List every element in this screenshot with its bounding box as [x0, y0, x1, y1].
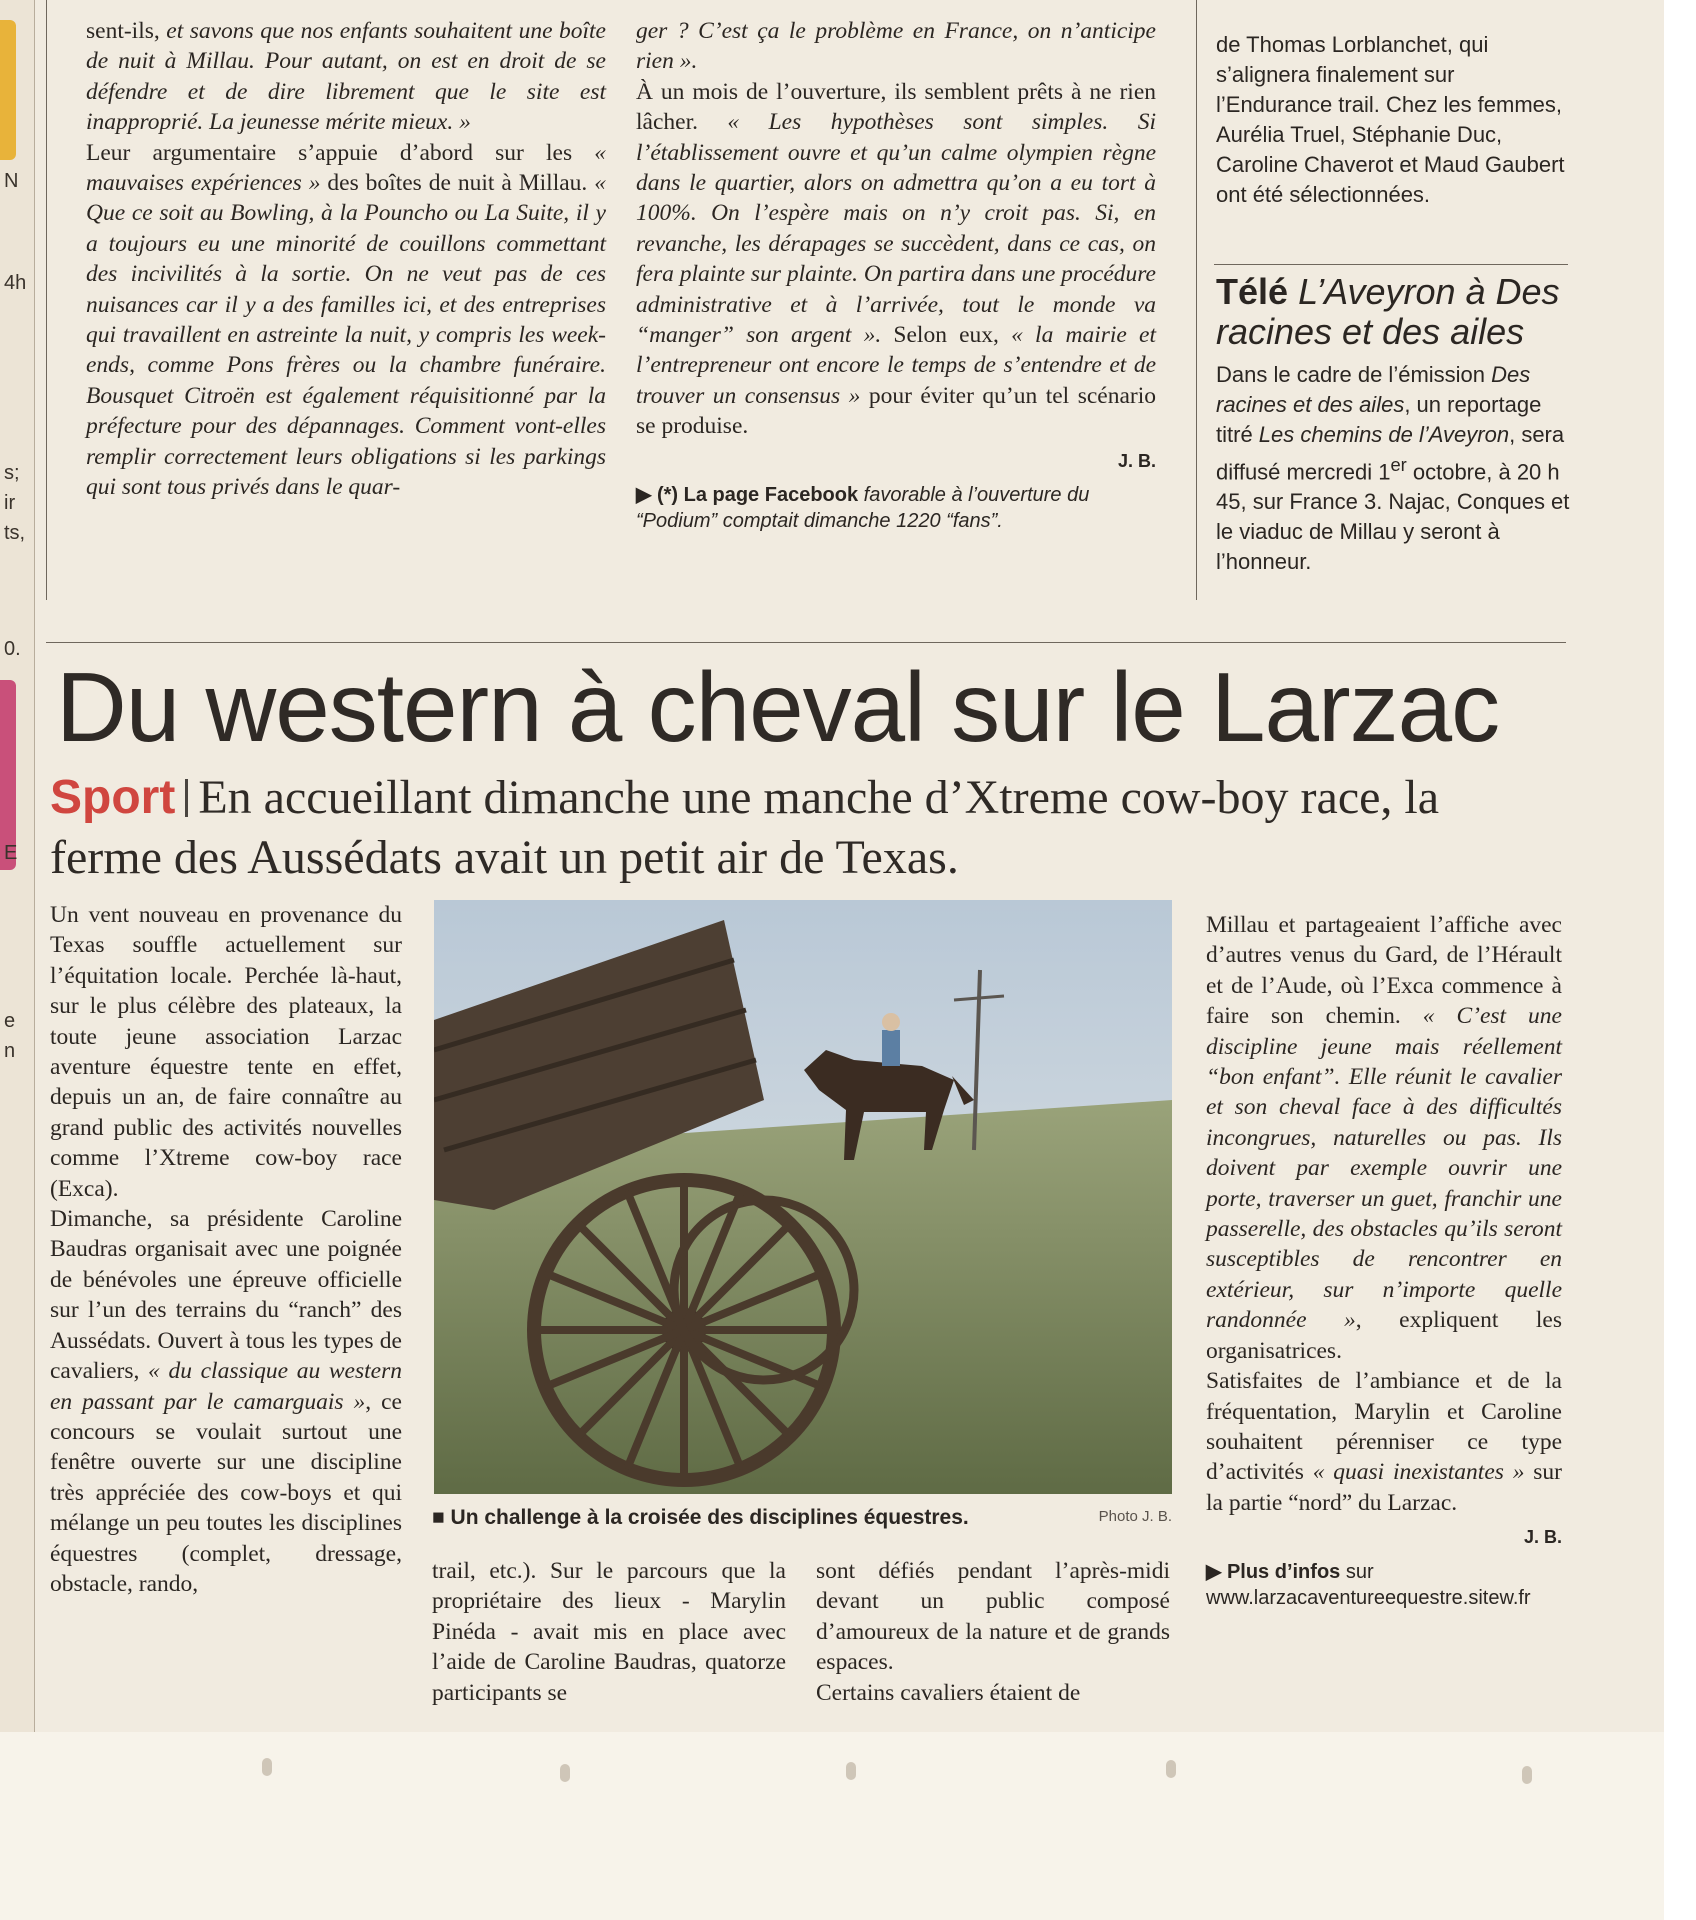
section-rule [46, 642, 1566, 643]
more-info-note [1206, 1559, 1562, 1611]
section-rule [1214, 264, 1568, 265]
perforation-mark [262, 1758, 272, 1776]
article-photo [434, 900, 1172, 1494]
column-rule [1196, 0, 1197, 600]
caption-square-icon: ■ [432, 1506, 451, 1529]
headline: Du western à cheval sur le Larzac [56, 652, 1500, 762]
photo-credit: Photo J. B. [1098, 1508, 1172, 1525]
sidebar-brief [1216, 30, 1568, 210]
column-rule [46, 0, 47, 600]
paragraph: Satisfaites de l’ambiance et de la fréquentation, Marylin et Caroline souhaitent pérenniser ce type d’activités « quasi inexistantes » sur la partie “nord” du Larzac. [1206, 1368, 1562, 1516]
perforation-mark [846, 1762, 856, 1780]
top-article-column-2 [636, 16, 1156, 534]
main-article-column-1 [50, 900, 402, 1599]
note-arrow-icon: ▶ [636, 484, 657, 507]
note-lead: (*) La page Facebook [656, 484, 859, 507]
strip-fragment: N [4, 170, 19, 192]
paragraph: À un mois de l’ouverture, ils semblent prêts à ne rien lâcher. « Les hypothèses sont simples. Si l’établissement ouvre et qu’un calme olympien règne dans le quartier, alors on admettra qu’on a eu tort à 100%. On l’espère mais on n’y croit pas. Si, en revanche, les dérapages se succèdent, dans ce cas, on fera plainte sur plainte. On partira dans une procédure administrative et à l’arrivée, tout le monde va “manger” son argent ». Selon eux, « la mairie et l’entrepreneur ont encore le temps de s’entendre et de trouver un consensus » pour éviter qu’un tel scénario se produise. [636, 78, 1156, 440]
strip-fragment: s; [4, 462, 20, 484]
perforation-mark [1166, 1760, 1176, 1778]
tele-title: L’Aveyron à Des racines et des ailes [1216, 271, 1560, 352]
strip-fragment: ir [4, 492, 16, 514]
perforation-mark [560, 1764, 570, 1782]
strip-fragment: ts, [4, 522, 26, 544]
paragraph: sent-ils, et savons que nos enfants souhaitent une boîte de nuit à Millau. Pour autant, on est en droit de se défendre et de dire librement que le site est inapproprié. La jeunesse mérite mieux. » [86, 18, 606, 136]
note-text: favorable à l’ouverture du “Podium” comptait dimanche 1220 “fans”. [636, 484, 1090, 533]
wagon-and-rider-illustration [434, 900, 1172, 1494]
top-article-signature: J. B. [1117, 450, 1156, 471]
perforation-mark [1522, 1766, 1532, 1784]
tele-brief [1216, 272, 1576, 577]
main-article-column-3 [816, 1556, 1170, 1708]
paragraph: Dimanche, sa présidente Caroline Baudras organisait avec une poignée de bénévoles une épreuve officielle sur l’un des terrains du “ranch” des Aussédats. Ouvert à tous les types de cavaliers, « du classique au western en passant par le camarguais », ce concours se voulait surtout une fenêtre ouverte sur une discipline très appréciée des cow-boys et qui mélange un peu toutes les disciplines équestres (complet, dressage, obstacle, rando, [50, 1206, 402, 1597]
deck-text: En accueillant dimanche une manche d’Xtreme cow-boy race, la ferme des Aussédats avait un petit air de Texas. [50, 771, 1440, 884]
adjacent-page-strip [0, 0, 35, 1920]
kicker-divider [185, 779, 188, 817]
paragraph: trail, etc.). Sur le parcours que la propriétaire des lieux - Marylin Pinéda - avait mis en place avec l’aide de Caroline Baudras, quatorze participants se [432, 1558, 786, 1706]
paragraph: Un vent nouveau en provenance du Texas souffle actuellement sur l’équitation locale. Perchée là-haut, sur le plus célèbre des plateaux, la toute jeune association Larzac aventure équestre tente en effet, depuis un an, de faire connaître au grand public des activités nouvelles comme l’Xtreme cow-boy race (Exca). [50, 902, 402, 1202]
caption-text: Un challenge à la croisée des disciplines équestres. [450, 1506, 969, 1529]
strip-fragment: 4h [4, 272, 27, 294]
sidebar-text: de Thomas Lorblanchet, qui s’alignera finalement sur l’Endurance trail. Chez les femmes, Aurélia Truel, Stéphanie Duc, Caroline Chaverot et Maud Gaubert ont été sélectionnées. [1216, 32, 1565, 207]
tele-heading [1216, 272, 1576, 352]
tele-label: Télé [1216, 271, 1289, 312]
paragraph: Millau et partageaient l’affiche avec d’autres venus du Gard, de l’Hérault et de l’Aude, où l’Exca commence à faire son chemin. « C’est une discipline jeune mais réellement “bon enfant”. Elle réunit le cavalier et son cheval face à des difficultés incongrues, naturelles ou pas. Ils doivent par exemple ouvrir une porte, traverser un guet, franchir une passerelle, des obstacles qu’ils seront susceptibles de rencontrer en extérieur, sur n’importe quelle randonnée », expliquent les organisatrices. [1206, 912, 1562, 1364]
tele-body: Dans le cadre de l’émission Des racines et des ailes, un reportage titré Les chemins de l’Aveyron, sera diffusé mercredi 1er octobre, à 20 h 45, sur France 3. Najac, Conques et le viaduc de Millau y seront à l’honneur. [1216, 362, 1570, 575]
strip-fragment: n [4, 1040, 16, 1062]
info-arrow-icon: ▶ [1206, 1560, 1227, 1583]
main-article-signature: J. B. [1523, 1527, 1562, 1548]
article-deck [50, 768, 1550, 888]
strip-fragment: 0. [4, 638, 21, 660]
main-article-column-2 [432, 1556, 786, 1708]
section-kicker: Sport [50, 771, 176, 824]
strip-color-tab [0, 20, 16, 160]
paragraph: Leur argumentaire s’appuie d’abord sur les « mauvaises expériences » des boîtes de nuit à Millau. « Que ce soit au Bowling, à la Pouncho ou La Suite, il y a toujours eu une minorité de couillons commettant des incivilités à la sortie. On ne veut pas de ces nuisances car il y a des familles ici, et des entreprises qui travaillent en astreinte la nuit, y compris les week-ends, comme Pons frères ou la chambre funéraire. Bousquet Citroën est également réquisitionné par la préfecture pour des dépannages. Comment vont-elles remplir correctement leurs obligations si les parkings qui sont tous privés dans le quar- [86, 139, 606, 501]
strip-fragment: E [4, 842, 18, 864]
page-bottom-margin [0, 1732, 1664, 1920]
strip-fragment: e [4, 1010, 16, 1032]
paragraph: sont défiés pendant l’après-midi devant un public composé d’amoureux de la nature et de grands espaces. [816, 1558, 1170, 1676]
main-article-column-4 [1206, 910, 1562, 1611]
facebook-note [636, 482, 1156, 534]
info-text: sur www.larzacaventureequestre.sitew.fr [1206, 1560, 1531, 1609]
paragraph: ger ? C’est ça le problème en France, on n’anticipe rien ». [636, 18, 1156, 75]
photo-caption [432, 1506, 1172, 1530]
top-article-column-1 [86, 16, 606, 503]
info-lead: Plus d’infos [1226, 1560, 1341, 1583]
paragraph: Certains cavaliers étaient de [816, 1679, 1081, 1706]
